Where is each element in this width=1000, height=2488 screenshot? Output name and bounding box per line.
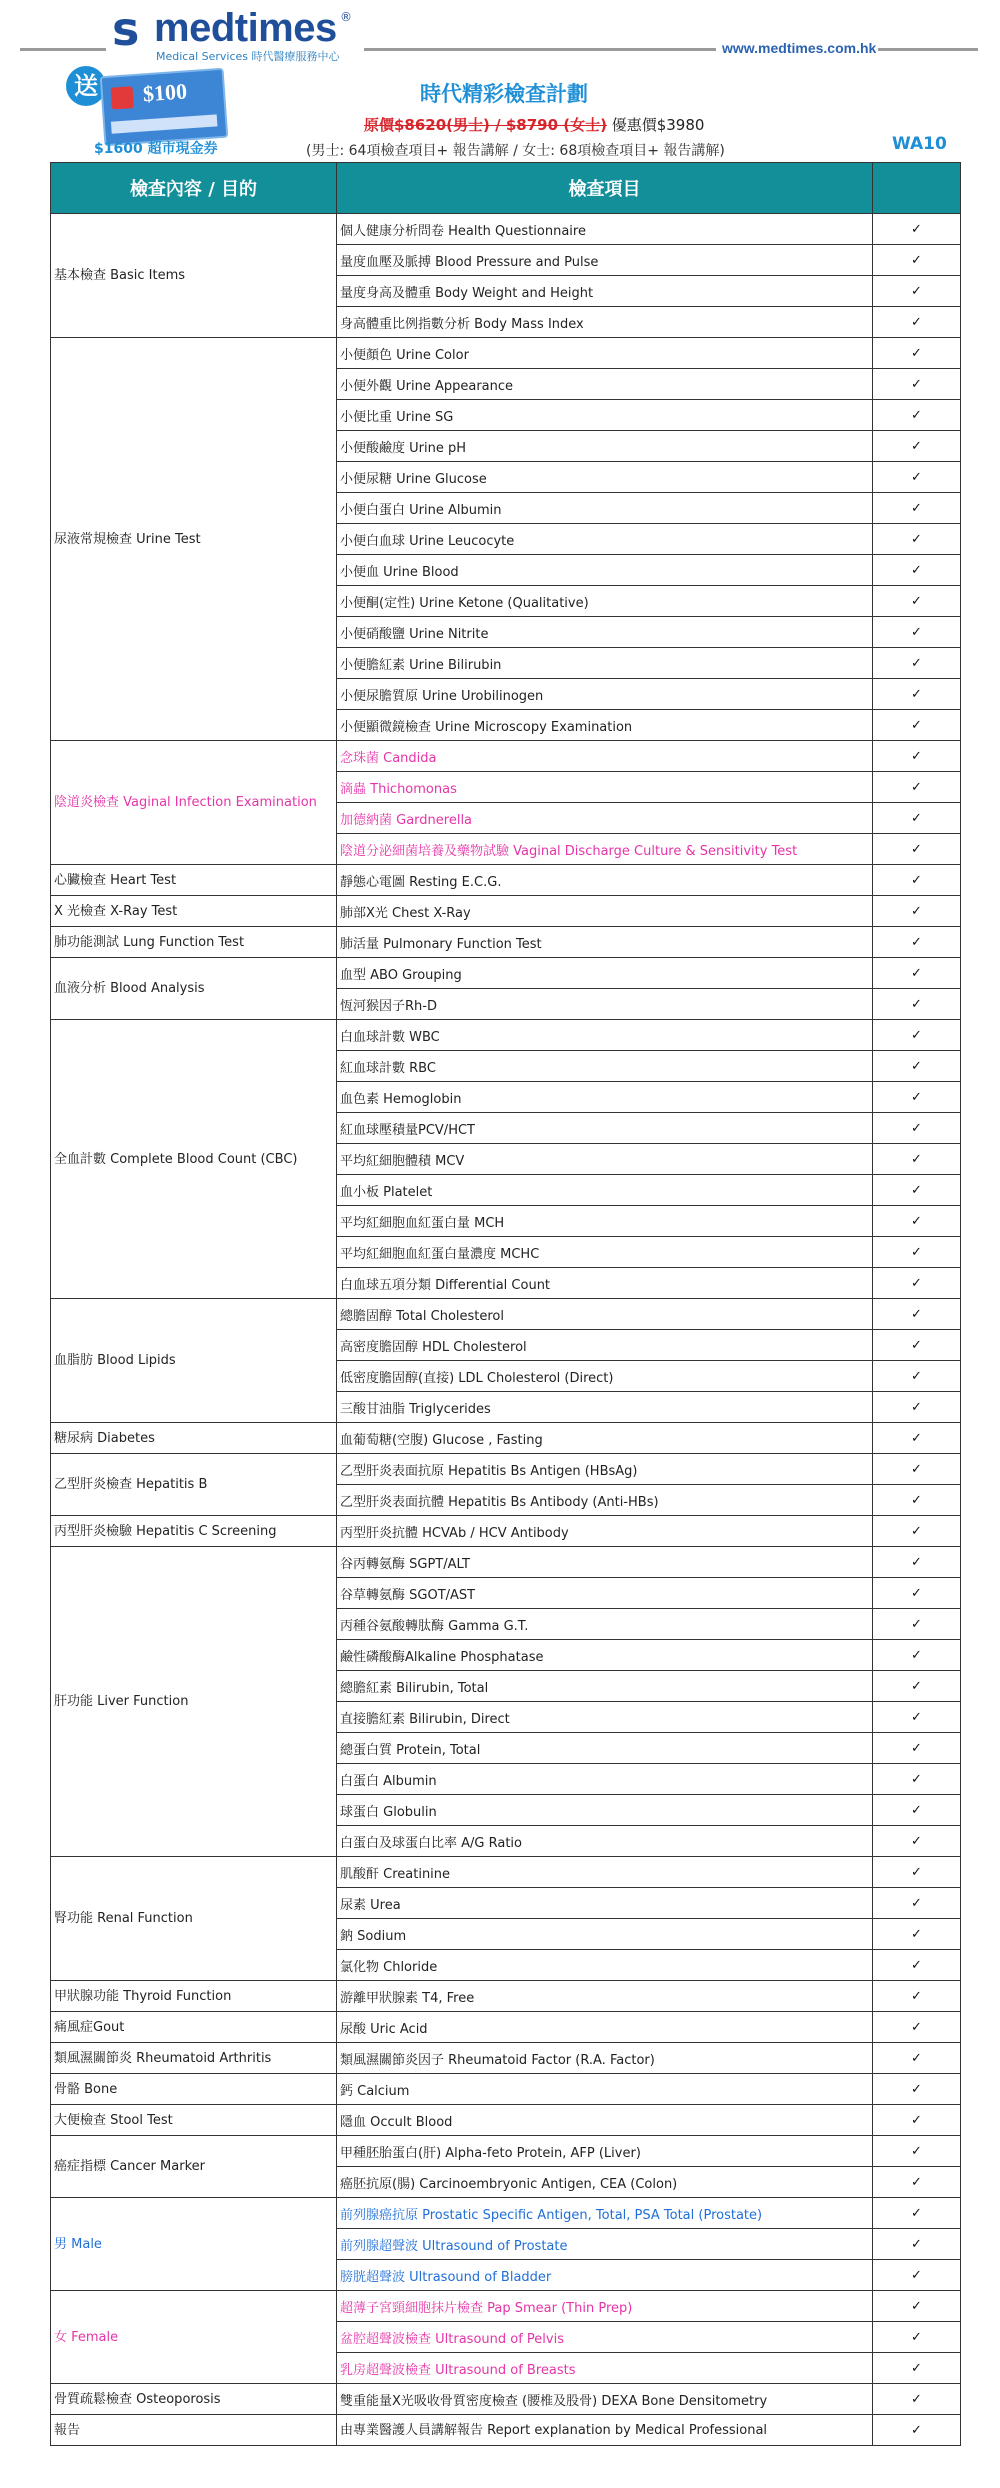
check-mark-icon: ✓ <box>873 400 961 431</box>
item-cell: 量度身高及體重 Body Weight and Height <box>337 276 873 307</box>
check-mark-icon: ✓ <box>873 245 961 276</box>
item-cell: 小便外觀 Urine Appearance <box>337 369 873 400</box>
check-mark-icon: ✓ <box>873 1764 961 1795</box>
category-cell: 陰道炎檢查 Vaginal Infection Examination <box>51 741 337 865</box>
table-header-row <box>51 163 961 214</box>
checkup-items-table <box>50 162 961 2446</box>
check-mark-icon: ✓ <box>873 1051 961 1082</box>
category-cell: 類風濕關節炎 Rheumatoid Arthritis <box>51 2043 337 2074</box>
item-cell: 平均紅細胞體積 MCV <box>337 1144 873 1175</box>
table-row <box>51 741 961 772</box>
check-mark-icon: ✓ <box>873 1733 961 1764</box>
check-mark-icon: ✓ <box>873 1454 961 1485</box>
voucher-card-icon <box>100 68 229 146</box>
check-mark-icon: ✓ <box>873 958 961 989</box>
check-mark-icon: ✓ <box>873 1826 961 1857</box>
category-cell: 糖尿病 Diabetes <box>51 1423 337 1454</box>
check-mark-icon: ✓ <box>873 834 961 865</box>
item-cell: 總膽紅素 Bilirubin, Total <box>337 1671 873 1702</box>
check-mark-icon: ✓ <box>873 2291 961 2322</box>
check-mark-icon: ✓ <box>873 1113 961 1144</box>
item-cell: 血型 ABO Grouping <box>337 958 873 989</box>
item-cell: 小便血 Urine Blood <box>337 555 873 586</box>
check-mark-icon: ✓ <box>873 1175 961 1206</box>
logo-mark: s <box>112 2 140 56</box>
check-mark-icon: ✓ <box>873 1981 961 2012</box>
item-cell: 肺部X光 Chest X-Ray <box>337 896 873 927</box>
item-cell: 血小板 Platelet <box>337 1175 873 1206</box>
item-cell: 身高體重比例指數分析 Body Mass Index <box>337 307 873 338</box>
check-mark-icon: ✓ <box>873 1578 961 1609</box>
category-cell: X 光檢查 X-Ray Test <box>51 896 337 927</box>
voucher-caption: $1600 超市現金券 <box>94 141 218 157</box>
check-mark-icon: ✓ <box>873 2167 961 2198</box>
table-row <box>51 2384 961 2415</box>
table-row <box>51 2136 961 2167</box>
category-cell: 血液分析 Blood Analysis <box>51 958 337 1020</box>
item-cell: 小便白蛋白 Urine Albumin <box>337 493 873 524</box>
check-mark-icon: ✓ <box>873 1206 961 1237</box>
item-cell: 小便硝酸鹽 Urine Nitrite <box>337 617 873 648</box>
category-cell: 女 Female <box>51 2291 337 2384</box>
check-mark-icon: ✓ <box>873 555 961 586</box>
category-cell: 尿液常規檢查 Urine Test <box>51 338 337 741</box>
table-row <box>51 2074 961 2105</box>
category-cell: 痛風症Gout <box>51 2012 337 2043</box>
check-mark-icon: ✓ <box>873 2105 961 2136</box>
category-cell: 基本檢查 Basic Items <box>51 214 337 338</box>
cross-icon <box>111 86 134 109</box>
check-mark-icon: ✓ <box>873 2353 961 2384</box>
item-cell: 膀胱超聲波 Ultrasound of Bladder <box>337 2260 873 2291</box>
item-cell: 小便顏色 Urine Color <box>337 338 873 369</box>
item-cell: 白蛋白及球蛋白比率 A/G Ratio <box>337 1826 873 1857</box>
item-cell: 紅血球計數 RBC <box>337 1051 873 1082</box>
category-cell: 腎功能 Renal Function <box>51 1857 337 1981</box>
category-cell: 乙型肝炎檢查 Hepatitis B <box>51 1454 337 1516</box>
check-mark-icon: ✓ <box>873 1237 961 1268</box>
item-cell: 隱血 Occult Blood <box>337 2105 873 2136</box>
website-link[interactable]: www.medtimes.com.hk <box>722 40 877 56</box>
item-cell: 總蛋白質 Protein, Total <box>337 1733 873 1764</box>
item-cell: 加德納菌 Gardnerella <box>337 803 873 834</box>
check-mark-icon: ✓ <box>873 2136 961 2167</box>
check-mark-icon: ✓ <box>873 1950 961 1981</box>
item-cell: 高密度膽固醇 HDL Cholesterol <box>337 1330 873 1361</box>
category-cell: 血脂肪 Blood Lipids <box>51 1299 337 1423</box>
check-mark-icon: ✓ <box>873 679 961 710</box>
table-row <box>51 2043 961 2074</box>
table-row <box>51 1020 961 1051</box>
check-mark-icon: ✓ <box>873 617 961 648</box>
column-header-included <box>873 163 961 214</box>
item-cell: 盆腔超聲波檢查 Ultrasound of Pelvis <box>337 2322 873 2353</box>
header-rule-right <box>878 48 978 51</box>
category-cell: 男 Male <box>51 2198 337 2291</box>
item-cell: 前列腺癌抗原 Prostatic Specific Antigen, Total, PSA Total (Prostate) <box>337 2198 873 2229</box>
check-mark-icon: ✓ <box>873 214 961 245</box>
item-cell: 乳房超聲波檢查 Ultrasound of Breasts <box>337 2353 873 2384</box>
item-cell: 血葡萄糖(空腹) Glucose , Fasting <box>337 1423 873 1454</box>
item-cell: 游離甲狀腺素 T4, Free <box>337 1981 873 2012</box>
item-cell: 念珠菌 Candida <box>337 741 873 772</box>
check-mark-icon: ✓ <box>873 1330 961 1361</box>
item-cell: 直接膽紅素 Bilirubin, Direct <box>337 1702 873 1733</box>
item-cell: 由專業醫護人員講解報告 Report explanation by Medical Professional <box>337 2415 873 2446</box>
check-mark-icon: ✓ <box>873 710 961 741</box>
item-cell: 小便白血球 Urine Leucocyte <box>337 524 873 555</box>
check-mark-icon: ✓ <box>873 431 961 462</box>
item-cell: 肺活量 Pulmonary Function Test <box>337 927 873 958</box>
item-cell: 尿素 Urea <box>337 1888 873 1919</box>
check-mark-icon: ✓ <box>873 1299 961 1330</box>
item-cell: 谷草轉氨酶 SGOT/AST <box>337 1578 873 1609</box>
item-cell: 氯化物 Chloride <box>337 1950 873 1981</box>
price-line <box>364 114 704 135</box>
category-cell: 大便檢查 Stool Test <box>51 2105 337 2136</box>
check-mark-icon: ✓ <box>873 648 961 679</box>
table-row <box>51 214 961 245</box>
check-mark-icon: ✓ <box>873 1392 961 1423</box>
check-mark-icon: ✓ <box>873 1082 961 1113</box>
item-cell: 雙重能量X光吸收骨質密度檢查 (腰椎及股骨) DEXA Bone Densitometry <box>337 2384 873 2415</box>
header-rule-middle <box>364 48 716 51</box>
check-mark-icon: ✓ <box>873 276 961 307</box>
item-cell: 超薄子宮頸細胞抹片檢查 Pap Smear (Thin Prep) <box>337 2291 873 2322</box>
check-mark-icon: ✓ <box>873 1888 961 1919</box>
check-mark-icon: ✓ <box>873 1361 961 1392</box>
table-row <box>51 1981 961 2012</box>
table-row <box>51 2105 961 2136</box>
category-cell: 丙型肝炎檢驗 Hepatitis C Screening <box>51 1516 337 1547</box>
category-cell: 報告 <box>51 2415 337 2446</box>
check-mark-icon: ✓ <box>873 462 961 493</box>
check-mark-icon: ✓ <box>873 1516 961 1547</box>
offer-price: 優惠價$3980 <box>606 116 705 134</box>
item-cell: 平均紅細胞血紅蛋白量濃度 MCHC <box>337 1237 873 1268</box>
check-mark-icon: ✓ <box>873 524 961 555</box>
item-cell: 丙種谷氨酸轉肽酶 Gamma G.T. <box>337 1609 873 1640</box>
check-mark-icon: ✓ <box>873 1919 961 1950</box>
category-cell: 骨骼 Bone <box>51 2074 337 2105</box>
item-cell: 小便尿膽質原 Urine Urobilinogen <box>337 679 873 710</box>
voucher-amount: $100 <box>142 78 188 107</box>
item-cell: 肌酸酐 Creatinine <box>337 1857 873 1888</box>
table-row <box>51 2012 961 2043</box>
item-cell: 前列腺超聲波 Ultrasound of Prostate <box>337 2229 873 2260</box>
check-mark-icon: ✓ <box>873 1857 961 1888</box>
brand-name: medtimes <box>154 6 337 50</box>
page-header <box>0 0 1000 162</box>
table-row <box>51 1299 961 1330</box>
item-cell: 血色素 Hemoglobin <box>337 1082 873 1113</box>
item-cell: 平均紅細胞血紅蛋白量 MCH <box>337 1206 873 1237</box>
check-mark-icon: ✓ <box>873 369 961 400</box>
item-cell: 紅血球壓積量PCV/HCT <box>337 1113 873 1144</box>
check-mark-icon: ✓ <box>873 1144 961 1175</box>
item-cell: 尿酸 Uric Acid <box>337 2012 873 2043</box>
category-cell: 全血計數 Complete Blood Count (CBC) <box>51 1020 337 1299</box>
item-cell: 癌胚抗原(腸) Carcinoembryonic Antigen, CEA (Colon) <box>337 2167 873 2198</box>
check-mark-icon: ✓ <box>873 1795 961 1826</box>
check-mark-icon: ✓ <box>873 1609 961 1640</box>
check-mark-icon: ✓ <box>873 1423 961 1454</box>
category-cell: 肺功能測試 Lung Function Test <box>51 927 337 958</box>
check-mark-icon: ✓ <box>873 2415 961 2446</box>
item-cell: 乙型肝炎表面抗原 Hepatitis Bs Antigen (HBsAg) <box>337 1454 873 1485</box>
item-cell: 白蛋白 Albumin <box>337 1764 873 1795</box>
item-cell: 鹼性磷酸酶Alkaline Phosphatase <box>337 1640 873 1671</box>
item-cell: 乙型肝炎表面抗體 Hepatitis Bs Antibody (Anti-HBs) <box>337 1485 873 1516</box>
item-cell: 靜態心電圖 Resting E.C.G. <box>337 865 873 896</box>
item-cell: 小便比重 Urine SG <box>337 400 873 431</box>
check-mark-icon: ✓ <box>873 803 961 834</box>
check-mark-icon: ✓ <box>873 989 961 1020</box>
check-mark-icon: ✓ <box>873 586 961 617</box>
column-header-category: 檢查內容 / 目的 <box>51 163 337 214</box>
item-cell: 白血球計數 WBC <box>337 1020 873 1051</box>
check-mark-icon: ✓ <box>873 772 961 803</box>
category-cell: 骨質疏鬆檢查 Osteoporosis <box>51 2384 337 2415</box>
check-mark-icon: ✓ <box>873 2384 961 2415</box>
check-mark-icon: ✓ <box>873 1547 961 1578</box>
table-row <box>51 1547 961 1578</box>
item-cell: 小便膽紅素 Urine Bilirubin <box>337 648 873 679</box>
item-cell: 類風濕關節炎因子 Rheumatoid Factor (R.A. Factor) <box>337 2043 873 2074</box>
item-cell: 鈉 Sodium <box>337 1919 873 1950</box>
check-mark-icon: ✓ <box>873 896 961 927</box>
gift-badge: 送 <box>66 66 106 106</box>
check-mark-icon: ✓ <box>873 1020 961 1051</box>
item-cell: 陰道分泌細菌培養及藥物試驗 Vaginal Discharge Culture & Sensitivity Test <box>337 834 873 865</box>
item-cell: 小便酸鹼度 Urine pH <box>337 431 873 462</box>
table-row <box>51 1454 961 1485</box>
check-mark-icon: ✓ <box>873 2198 961 2229</box>
item-cell: 甲種胚胎蛋白(肝) Alpha-feto Protein, AFP (Liver) <box>337 2136 873 2167</box>
registered-mark: ® <box>340 10 352 24</box>
header-rule-left <box>20 48 106 51</box>
category-cell: 肝功能 Liver Function <box>51 1547 337 1857</box>
table-row <box>51 2198 961 2229</box>
table-row <box>51 1857 961 1888</box>
check-mark-icon: ✓ <box>873 2043 961 2074</box>
table-row <box>51 958 961 989</box>
item-cell: 小便酮(定性) Urine Ketone (Qualitative) <box>337 586 873 617</box>
item-cell: 三酸甘油脂 Triglycerides <box>337 1392 873 1423</box>
category-cell: 心臟檢查 Heart Test <box>51 865 337 896</box>
price-note: (男士: 64項檢查項目+ 報告講解 / 女士: 68項檢查項目+ 報告講解) <box>306 143 725 159</box>
check-mark-icon: ✓ <box>873 1485 961 1516</box>
item-cell: 丙型肝炎抗體 HCVAb / HCV Antibody <box>337 1516 873 1547</box>
plan-code: WA10 <box>892 134 947 154</box>
table-row <box>51 896 961 927</box>
brand-subtitle: Medical Services 時代醫療服務中心 <box>156 50 340 63</box>
original-price: 原價$8620(男士) / $8790 (女士) <box>364 116 607 134</box>
table-row <box>51 2291 961 2322</box>
table-row <box>51 1516 961 1547</box>
check-mark-icon: ✓ <box>873 2229 961 2260</box>
item-cell: 個人健康分析問卷 Health Questionnaire <box>337 214 873 245</box>
table-row <box>51 927 961 958</box>
table-row <box>51 338 961 369</box>
check-mark-icon: ✓ <box>873 338 961 369</box>
item-cell: 量度血壓及脈搏 Blood Pressure and Pulse <box>337 245 873 276</box>
item-cell: 球蛋白 Globulin <box>337 1795 873 1826</box>
medtimes-logo[interactable] <box>112 2 362 63</box>
item-cell: 鈣 Calcium <box>337 2074 873 2105</box>
item-cell: 小便顯微鏡檢查 Urine Microscopy Examination <box>337 710 873 741</box>
category-cell: 癌症指標 Cancer Marker <box>51 2136 337 2198</box>
check-mark-icon: ✓ <box>873 2012 961 2043</box>
category-cell: 甲狀腺功能 Thyroid Function <box>51 1981 337 2012</box>
check-mark-icon: ✓ <box>873 307 961 338</box>
item-cell: 滴蟲 Thichomonas <box>337 772 873 803</box>
check-mark-icon: ✓ <box>873 927 961 958</box>
check-mark-icon: ✓ <box>873 2074 961 2105</box>
item-cell: 低密度膽固醇(直接) LDL Cholesterol (Direct) <box>337 1361 873 1392</box>
item-cell: 小便尿糖 Urine Glucose <box>337 462 873 493</box>
item-cell: 谷丙轉氨酶 SGPT/ALT <box>337 1547 873 1578</box>
check-mark-icon: ✓ <box>873 493 961 524</box>
check-mark-icon: ✓ <box>873 1640 961 1671</box>
table-row <box>51 1423 961 1454</box>
item-cell: 恆河猴因子Rh-D <box>337 989 873 1020</box>
column-header-items: 檢查項目 <box>337 163 873 214</box>
table-row <box>51 865 961 896</box>
table-row <box>51 2415 961 2446</box>
voucher-barcode-band <box>111 114 218 133</box>
check-mark-icon: ✓ <box>873 865 961 896</box>
item-cell: 總膽固醇 Total Cholesterol <box>337 1299 873 1330</box>
check-mark-icon: ✓ <box>873 2322 961 2353</box>
item-cell: 白血球五項分類 Differential Count <box>337 1268 873 1299</box>
check-mark-icon: ✓ <box>873 2260 961 2291</box>
check-mark-icon: ✓ <box>873 1671 961 1702</box>
plan-title: 時代精彩檢查計劃 <box>420 82 588 106</box>
check-mark-icon: ✓ <box>873 1268 961 1299</box>
check-mark-icon: ✓ <box>873 741 961 772</box>
check-mark-icon: ✓ <box>873 1702 961 1733</box>
